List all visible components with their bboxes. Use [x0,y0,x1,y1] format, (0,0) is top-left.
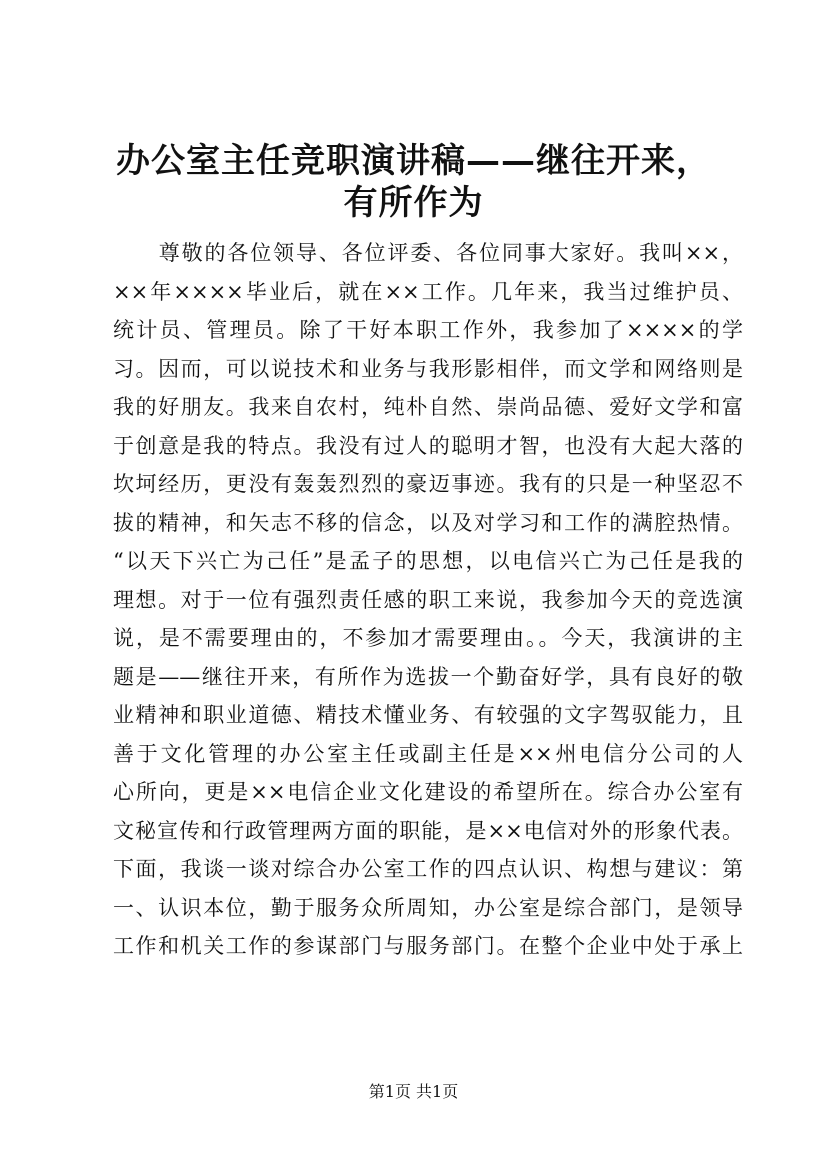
document-title: 办公室主任竞职演讲稿——继往开来，有所作为 [116,141,711,223]
body-line: 拔的精神，和矢志不移的信念，以及对学习和工作的满腔热情。 [113,510,743,535]
body-line: 坎坷经历，更没有轰轰烈烈的豪迈事迹。我有的只是一种坚忍不 [113,472,743,496]
document-body [113,234,743,966]
body-line: 于创意是我的特点。我没有过人的聪明才智，也没有大起大落的 [113,433,743,458]
body-line: 说，是不需要理由的，不参加才需要理由。。今天，我演讲的主 [113,626,743,650]
page-footer: 第1页 共1页 [368,1082,459,1101]
body-line: 尊敬的各位领导、各位评委、各位同事大家好。我叫××， [113,241,743,265]
body-line: 善于文化管理的办公室主任或副主任是××州电信分公司的人 [113,741,743,766]
body-line: 习。因而，可以说技术和业务与我形影相伴，而文学和网络则是 [113,356,743,381]
body-line: 工作和机关工作的参谋部门与服务部门。在整个企业中处于承上 [113,934,743,958]
body-line: 我的好朋友。我来自农村，纯朴自然、崇尚品德、爱好文学和富 [113,395,743,419]
body-line: 文秘宣传和行政管理两方面的职能，是××电信对外的形象代表。 [113,818,743,843]
body-line: 统计员、管理员。除了干好本职工作外，我参加了××××的学 [113,318,743,342]
body-line: 心所向，更是××电信企业文化建设的希望所在。综合办公室有 [113,780,743,804]
body-line: ××年××××毕业后，就在××工作。几年来，我当过维护员、 [113,279,743,304]
body-line: 题是——继往开来，有所作为选拔一个勤奋好学，具有良好的敬 [113,664,743,689]
body-line: 下面，我谈一谈对综合办公室工作的四点认识、构想与建议：第 [113,857,743,881]
body-line: 理想。对于一位有强烈责任感的职工来说，我参加今天的竞选演 [113,587,743,612]
body-line: 一、认识本位，勤于服务众所周知，办公室是综合部门，是领导 [113,895,743,920]
body-line: “以天下兴亡为己任”是孟子的思想，以电信兴亡为己任是我的 [113,549,743,573]
body-line: 业精神和职业道德、精技术懂业务、有较强的文字驾驭能力，且 [113,703,743,727]
